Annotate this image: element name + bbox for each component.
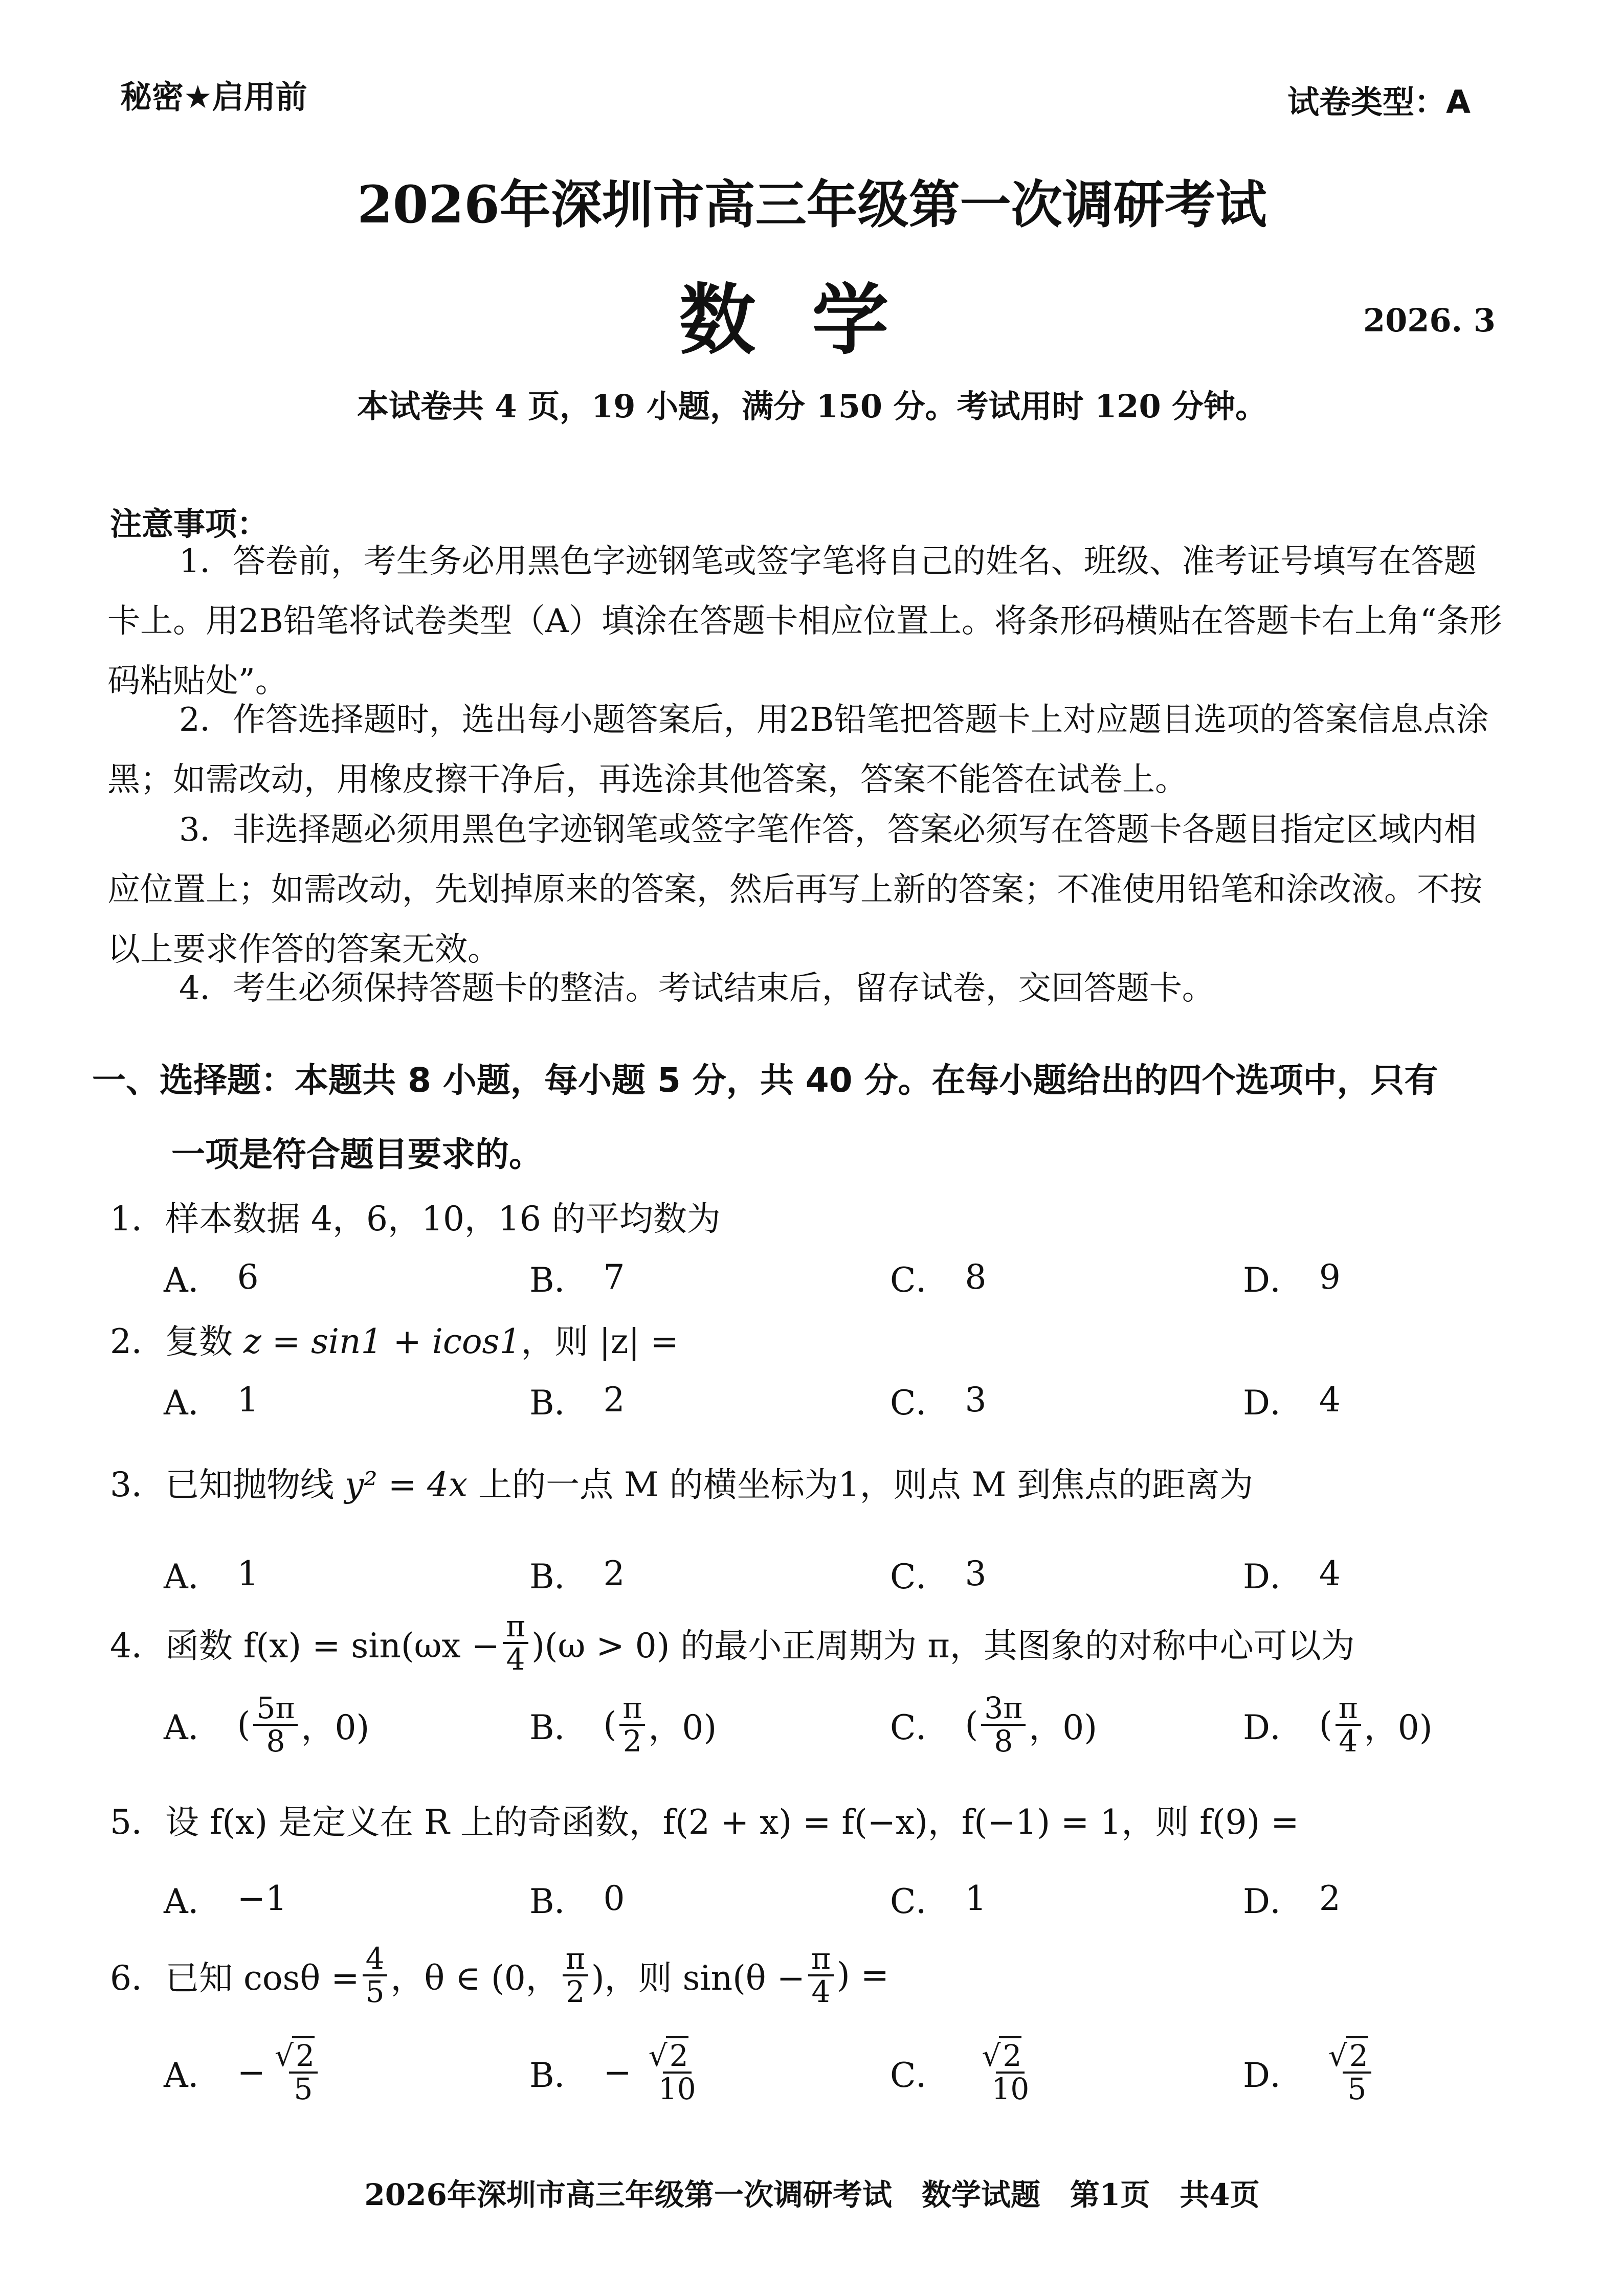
q1-option-d: D． 9 [1243, 1257, 1341, 1300]
q2-option-a: A． 1 [164, 1380, 259, 1423]
secret-label: 秘密★启用前 [120, 78, 307, 116]
q1-option-a: A． 6 [164, 1257, 259, 1300]
q6-option-b: B． − √ $\frac{2}{10}$ [529, 2040, 702, 2105]
q1-option-c: C． 8 [890, 1257, 987, 1300]
q2-option-c: C． 3 [890, 1380, 987, 1423]
q4-option-d: D． ( $\frac{\pi}{4}$ ，0) [1243, 1691, 1433, 1759]
question-4-stem: 4．函数 f(x) = sin(ωx − $\frac{\pi}{4}$ )(ω > 0) 的最小正周期为 π，其图象的对称中心可以为 [110, 1609, 1355, 1677]
paper-type-label: 试卷类型：A [1287, 83, 1471, 121]
note-item: 2．作答选择题时，选出每小题答案后，用2B铅笔把答题卡上对应题目选项的答案信息点涂黑；如需改动，用橡皮擦干净后，再选涂其他答案，答案不能答在试卷上。 [107, 701, 1489, 799]
q3-option-c: C． 3 [890, 1554, 987, 1596]
fraction: $\frac{\pi}{4}$ [503, 1611, 528, 1675]
q5-option-c: C． 1 [890, 1879, 987, 1921]
q3-option-b: B． 2 [529, 1554, 625, 1596]
question-2-stem: 2．复数 z = sin1 + icos1，则 |z| = [110, 1322, 679, 1361]
note-item: 3．非选择题必须用黑色字迹钢笔或签字笔作答，答案必须写在答题卡各题目指定区域内相应位置上；如需改动，先划掉原来的答案，然后再写上新的答案；不准使用铅笔和涂改液。不按以上要求作答的答案无效。 [107, 811, 1482, 969]
q4-option-a: A． ( $\frac{5\pi}{8}$ ，0) [164, 1691, 370, 1759]
question-5-stem: 5．设 f(x) 是定义在 R 上的奇函数，f(2 + x) = f(−x)，f(−1) = 1，则 f(9) = [110, 1803, 1299, 1842]
exam-title: 2026年深圳市高三年级第一次调研考试 [357, 174, 1267, 235]
note-item: 4．考生必须保持答题卡的整洁。考试结束后，留存试卷，交回答题卡。 [179, 970, 1215, 1007]
exam-date: 2026. 3 [1363, 302, 1496, 339]
q3-option-d: D． 4 [1243, 1554, 1341, 1596]
q6-option-a: A． − √ $\frac{2}{5}$ [164, 2040, 321, 2105]
section-line-1: 一、选择题：本题共 8 小题，每小题 5 分，共 40 分。在每小题给出的四个选项中，只有 [92, 1061, 1438, 1100]
q2-option-d: D． 4 [1243, 1380, 1341, 1423]
section-heading [92, 1043, 1504, 1191]
q1-option-b: B． 7 [529, 1257, 625, 1300]
q5-option-a: A． −1 [164, 1879, 287, 1921]
page-footer: 2026年深圳市高三年级第一次调研考试 数学试题 第1页 共4页 [364, 2177, 1260, 2212]
question-6-stem: 6．已知 cosθ = $\frac{4}{5}$ ，θ ∈ (0， $\frac{\pi}{2}$ )，则 sin(θ − $\frac{\pi}{4}$ ) = [110, 1941, 889, 2009]
q3-option-a: A． 1 [164, 1554, 259, 1596]
q5-option-d: D． 2 [1243, 1879, 1341, 1921]
q6-option-d: D． √ $\frac{2}{5}$ [1243, 2040, 1374, 2105]
q4-option-b: B． ( $\frac{\pi}{2}$ ，0) [529, 1691, 717, 1759]
q2-option-b: B． 2 [529, 1380, 625, 1423]
note-item: 1．答卷前，考生务必用黑色字迹钢笔或签字笔将自己的姓名、班级、准考证号填写在答题卡上。用2B铅笔将试卷类型（A）填涂在答题卡相应位置上。将条形码横贴在答题卡右上角“条形码粘贴处”。 [107, 543, 1502, 700]
subject-title: 数学 [679, 276, 945, 365]
question-1-stem: 1．样本数据 4，6，10，16 的平均数为 [110, 1199, 721, 1239]
q5-option-b: B． 0 [529, 1879, 625, 1921]
exam-info: 本试卷共 4 页，19 小题，满分 150 分。考试用时 120 分钟。 [357, 388, 1267, 425]
notes-title: 注意事项： [110, 505, 269, 543]
q4-option-c: C． ( $\frac{3\pi}{8}$ ，0) [890, 1691, 1098, 1759]
section-line-2: 一项是符合题目要求的。 [171, 1135, 543, 1174]
q6-option-c: C． √ $\frac{2}{10}$ [890, 2040, 1035, 2105]
question-3-stem: 3．已知抛物线 y² = 4x 上的一点 M 的横坐标为1，则点 M 到焦点的距离为 [110, 1465, 1254, 1504]
